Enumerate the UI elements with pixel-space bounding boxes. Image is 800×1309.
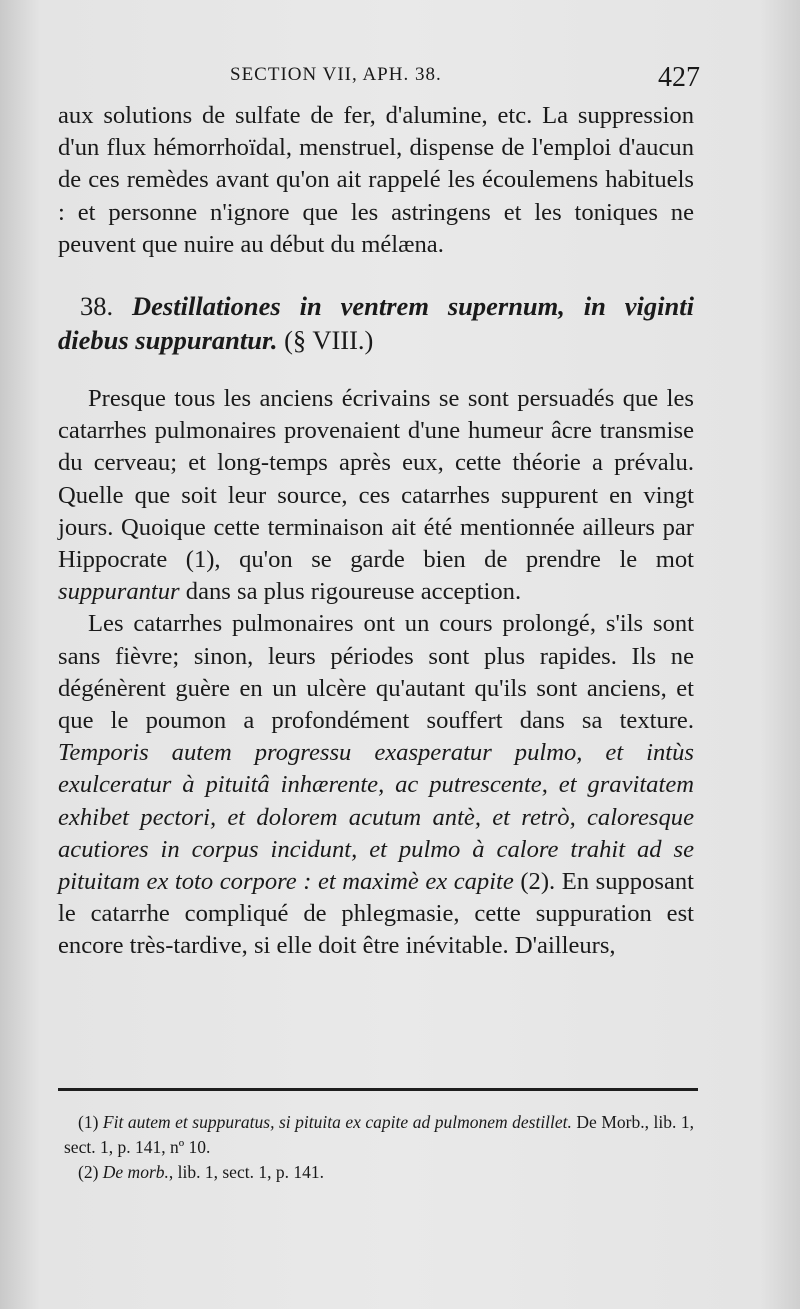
paragraph-text: (2). En supposant le catarrhe compliqué de phlegmasie, cette suppuration est encore très-tardive, si elle doit être inévitable. D'ailleurs, (58, 868, 694, 960)
latin-quotation: Temporis autem progressu exasperatur pulmo, et intùs exulceratur à pituitâ inhærente, ac putrescente, et gravitatem exhibet pectori, et dolorem acutum antè, et retrò, caloresque acutiores in corpus incidunt, et pulmo à calore trahit ad se pituitam ex toto corpore : et maximè ex capite (58, 739, 694, 896)
footnote-marker: (2) (78, 1162, 99, 1182)
footnote-italic-text: De morb. (102, 1162, 169, 1182)
aphorism-reference: (§ VIII.) (284, 325, 374, 356)
aphorism-text: Destillationes in ventrem supernum, in viginti diebus suppurantur. (58, 291, 694, 356)
footnote-text: De Morb., lib. 1, sect. 1, p. 141, nº 10. (64, 1112, 694, 1157)
running-head: SECTION VII, APH. 38. (230, 64, 442, 85)
footnote-rule (58, 1088, 698, 1091)
paragraph-text: dans sa plus rigoureuse acception. (179, 578, 522, 606)
main-text (58, 100, 694, 963)
paragraph-text: Les catarrhes pulmonaires ont un cours prolongé, s'ils sont sans fièvre; sinon, leurs périodes sont plus rapides. Ils ne dégénèrent guère en un ulcère qu'autant qu'ils sont anciens, et que le poumon a profondément souffert dans sa texture. (58, 610, 694, 735)
footnote-1 (64, 1110, 694, 1160)
paragraph (58, 383, 694, 608)
footnote-text: , lib. 1, sect. 1, p. 141. (168, 1162, 324, 1182)
footnote-italic-text: Fit autem et suppuratus, si pituita ex capite ad pulmonem destillet. (102, 1112, 572, 1132)
footnotes (64, 1110, 694, 1185)
page-number: 427 (658, 62, 700, 93)
paragraph (58, 608, 694, 962)
aphorism (58, 289, 694, 357)
footnote-marker: (1) (78, 1112, 99, 1132)
paragraph-text: Presque tous les anciens écrivains se sont persuadés que les catarrhes pulmonaires provenaient d'une humeur âcre transmise du cerveau; et long-temps après eux, cette théorie a prévalu. Quelle que soit leur source, ces catarrhes suppurent en vingt jours. Quoique cette terminaison ait été mentionnée ailleurs par Hippocrate (1), qu'on se garde bien de prendre le mot (58, 385, 694, 574)
aphorism-number: 38. (80, 291, 114, 322)
paragraph-continued: aux solutions de sulfate de fer, d'alumine, etc. La suppression d'un flux hémorrhoïdal, menstruel, dispense de l'emploi d'aucun de ces remèdes avant qu'on ait rappelé les écoulemens habituels : et personne n'ignore que les astringens et les toniques ne peuvent que nuire au début du mélæna. (58, 102, 694, 258)
page-header (58, 62, 708, 102)
footnote-2 (64, 1160, 694, 1185)
paragraph-italic-text: suppurantur (58, 578, 180, 606)
